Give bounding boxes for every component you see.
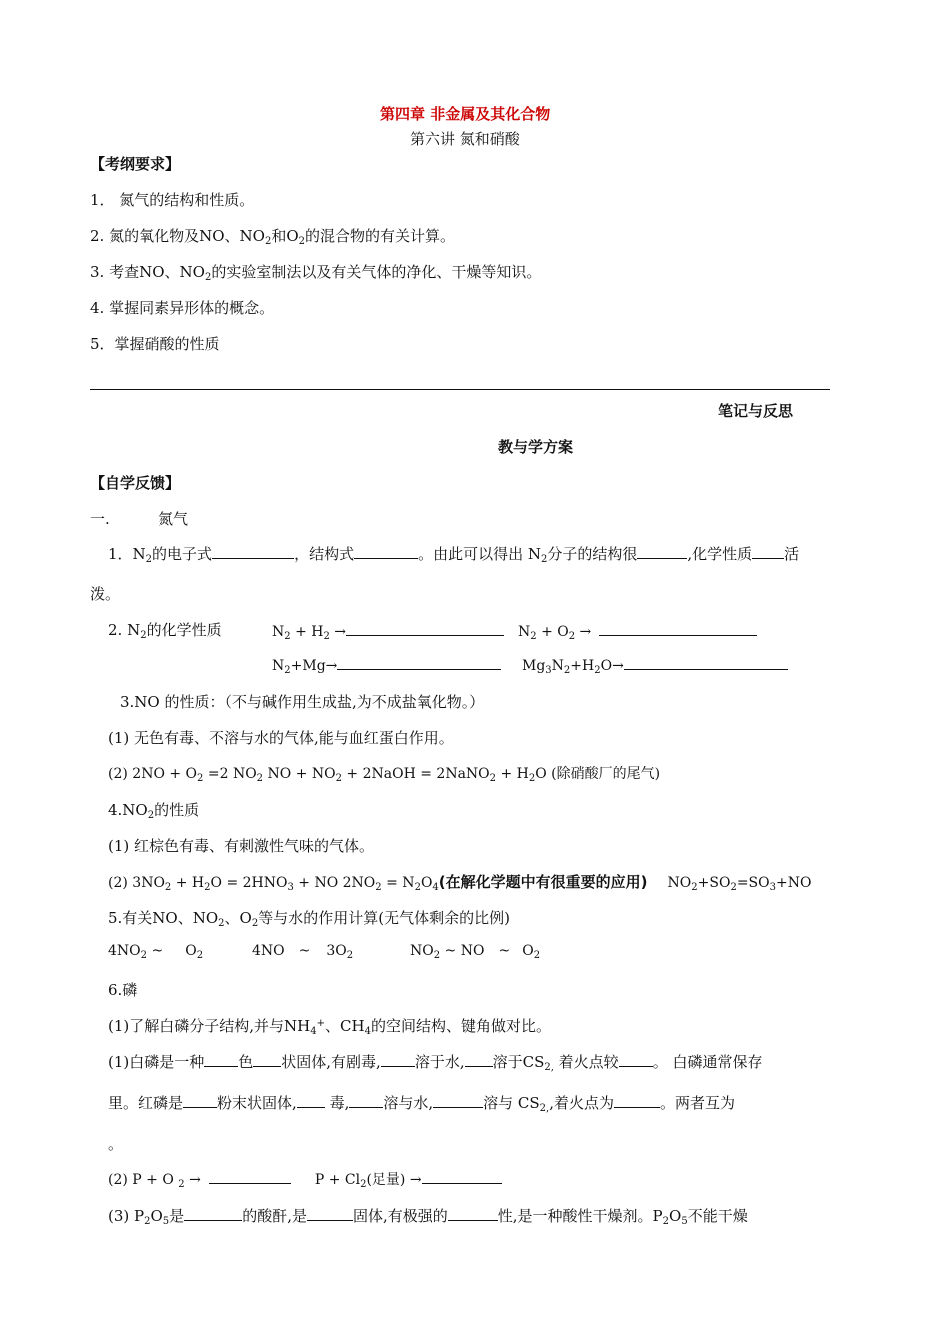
blank-field[interactable] — [465, 1052, 493, 1067]
blank-field[interactable] — [433, 1093, 483, 1108]
allotrope-end: 。 — [108, 1135, 124, 1153]
question-5-title: 5.有关NO、$NO_2$、$O_2$等与水的作用计算(无气体剩余的比例) — [108, 909, 510, 929]
requirement-item: 1． 氮气的结构和性质。 — [90, 191, 255, 209]
blank-field[interactable] — [209, 1169, 291, 1184]
requirement-item: 2. 氮的氧化物及NO、$NO_2$和$O_2$的混合物的有关计算。 — [90, 227, 456, 247]
blank-field[interactable] — [184, 1206, 242, 1221]
blank-field[interactable] — [354, 544, 418, 559]
blank-field[interactable] — [624, 655, 788, 670]
blank-field[interactable] — [337, 655, 501, 670]
reaction-n2-mg: $N_2+Mg\to$ — [272, 655, 501, 674]
question-6-title: 6.磷 — [108, 981, 138, 999]
ratio-4no-3o2: 4NO ~ $3O_2$ — [252, 943, 354, 961]
no2-property-1: (1) 红棕色有毒、有刺激性气味的气体。 — [108, 837, 375, 855]
blank-field[interactable] — [307, 1206, 353, 1221]
red-phosphorus: 里。红磷是 粉末状固体, 毒, 溶与水, 溶与 $CS_{2,}$,着火点为 。两者互为 — [108, 1094, 735, 1114]
question-2-label: 2. $N_2$的化学性质 — [108, 621, 222, 641]
question-4-title: $4.NO_2$的性质 — [108, 801, 200, 821]
blank-field[interactable] — [349, 1093, 383, 1108]
requirement-item: 3. 考查NO、$NO_2$的实验室制法以及有关气体的净化、干燥等知识。 — [90, 263, 542, 283]
chapter-title: 第四章 非金属及其化合物 — [380, 105, 551, 123]
question-1-cont: 泼。 — [90, 585, 121, 603]
blank-field[interactable] — [183, 1093, 217, 1108]
blank-field[interactable] — [422, 1169, 502, 1184]
blank-field[interactable] — [637, 544, 687, 559]
p2o5-property: (3) $P_2O_5$是 的酸酐,是 固体,有极强的 性,是一种酸性干燥剂。$P_2O_5$不能干燥 — [108, 1207, 748, 1227]
requirement-item: 4. 掌握同素异形体的概念。 — [90, 299, 275, 317]
section-title: 氮气 — [158, 510, 189, 528]
question-1: 1．$N_2$的电子式 ，结构式 。由此可以得出 $N_2$分子的结构很 ,化学性质 活 — [108, 545, 800, 565]
no2-property-2: (2) $3NO_2 + H_2O = 2HNO_3$ + NO $2NO_2 = N_2O_4$(在解化学题中有很重要的应用) $NO_2+SO_2=SO_3+NO$ — [108, 873, 812, 893]
blank-field[interactable] — [346, 621, 504, 636]
blank-field[interactable] — [599, 621, 757, 636]
reaction-mg3n2-h2o: $Mg_3N_2+H_2O\to$ — [522, 655, 788, 674]
requirement-item: 5．掌握硝酸的性质 — [90, 335, 220, 353]
ratio-4no2-o2: $4NO_2$ ~ $O_2$ — [108, 943, 204, 961]
feedback-heading: 【自学反馈】 — [90, 474, 181, 492]
no-property-2: (2) $2NO + O_2 =2$ $NO_2$ NO + $NO_2$ + 2NaOH = 2NaNO$_2$ + $H_2O$ (除硝酸厂的尾气) — [108, 766, 661, 784]
white-phosphorus: (1)白磷是一种 色 状固体,有剧毒, 溶于水, 溶于$CS_{2,}$ 着火点较 。 白磷通常保存 — [108, 1053, 763, 1073]
blank-field[interactable] — [619, 1052, 653, 1067]
lecture-title: 第六讲 氮和硝酸 — [410, 130, 520, 148]
reaction-n2-o2: $N_2 + O_2$ → — [518, 621, 757, 640]
blank-field[interactable] — [752, 544, 784, 559]
phosphorus-reactions: (2) P + O $_2 \to P + Cl_2$(足量) → — [108, 1169, 502, 1189]
reaction-n2-h2: $N_2 + H_2$ → — [272, 621, 504, 640]
blank-field[interactable] — [448, 1206, 498, 1221]
blank-field[interactable] — [212, 544, 294, 559]
phosphorus-structure: (1)了解白磷分子结构,并与$NH_4^+$、$CH_4$的空间结构、键角做对比。 — [108, 1017, 551, 1037]
blank-field[interactable] — [381, 1052, 415, 1067]
ratio-no2-no-o2: $NO_2$ ~ NO ~ $O_2$ — [410, 943, 541, 961]
requirements-heading: 【考纲要求】 — [90, 155, 181, 173]
notes-label: 笔记与反思 — [718, 402, 794, 420]
blank-field[interactable] — [253, 1052, 281, 1067]
section-number: 一. — [90, 510, 110, 528]
divider-line — [90, 389, 830, 390]
blank-field[interactable] — [204, 1052, 238, 1067]
no-property-1: (1) 无色有毒、不溶与水的气体,能与血红蛋白作用。 — [108, 729, 454, 747]
blank-field[interactable] — [614, 1093, 660, 1108]
plan-title: 教与学方案 — [498, 438, 574, 456]
blank-field[interactable] — [297, 1093, 325, 1108]
question-3-title: 3.NO 的性质：（不与碱作用生成盐,为不成盐氧化物。） — [120, 693, 485, 711]
